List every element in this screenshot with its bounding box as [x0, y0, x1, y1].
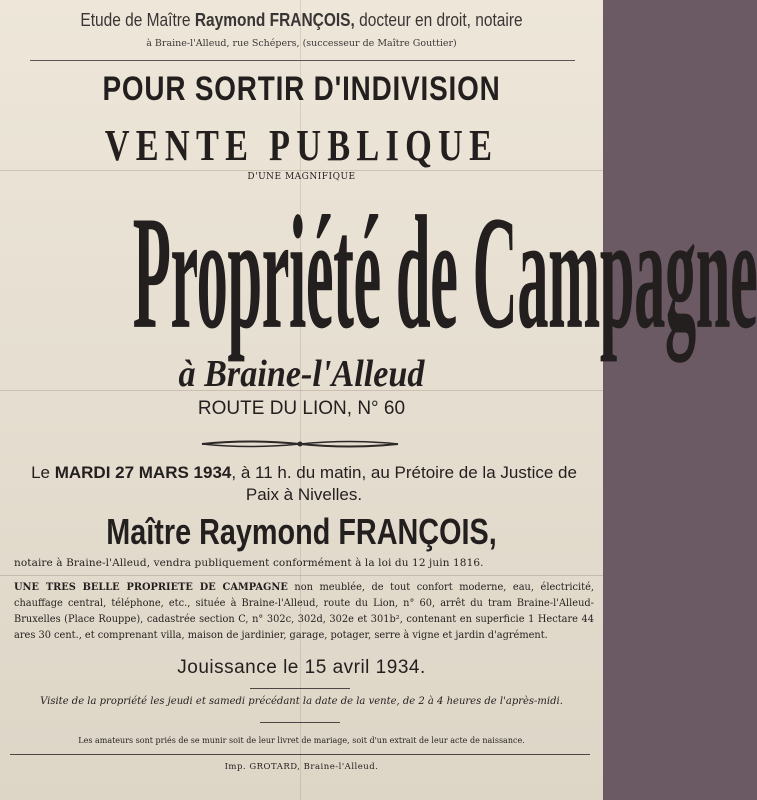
etude-address: à Braine-l'Alleud, rue Schépers, (successeur de Maître Gouttier) — [146, 38, 457, 49]
divider — [250, 688, 350, 689]
divider — [30, 60, 575, 61]
divider — [260, 722, 340, 723]
headline-magnifique: D'UNE MAGNIFIQUE — [247, 172, 356, 182]
visite-text: Visite de la propriété les jeudi et samedi précédant la date de la vente, de 2 à 4 heures de l'après-midi. — [40, 696, 563, 707]
notary-name: Maître Raymond FRANÇOIS, — [106, 511, 497, 552]
headline-pour-sortir: POUR SORTIR D'INDIVISION — [102, 70, 501, 108]
ornament-divider — [200, 437, 400, 451]
etude-name: Raymond FRANÇOIS, — [194, 10, 355, 30]
description-lead: UNE TRES BELLE PROPRIETE DE CAMPAGNE — [14, 582, 288, 593]
description-body: non meublée, de tout confort moderne, eau, électricité, chauffage central, téléphone, etc., située à Braine-l'Alleud, route du Lion, n° 60, arrêt du tram Braine-l'Alleud-Bruxelles (Place Rouppe), cadastrée section C, n° 302c, 302d, 302e et 301b², contenant en superficie 1 Hectare 44 ares 30 cent., et comprenant villa, maison de jardinier, garage, potager, serre à vigne et jardin d'agrément. — [14, 582, 594, 641]
etude-line — [42, 10, 561, 31]
divider — [10, 754, 590, 755]
sale-le: Le — [31, 463, 55, 482]
headline-route: ROUTE DU LION, N° 60 — [197, 398, 406, 419]
etude-suffix: docteur en droit, notaire — [354, 10, 523, 30]
imprimeur: Imp. GROTARD, Braine-l'Alleud. — [224, 762, 379, 772]
amateurs-text: Les amateurs sont priés de se munir soit de leur livret de mariage, soit d'un extrait de leur acte de naissance. — [78, 736, 525, 745]
etude-prefix: Etude de Maître — [80, 10, 195, 30]
property-description — [14, 580, 594, 644]
jouissance: Jouissance le 15 avril 1934. — [177, 657, 426, 678]
fold-line — [0, 575, 603, 576]
notary-line: notaire à Braine-l'Alleud, vendra publiquement conformément à la loi du 12 juin 1816. — [14, 557, 484, 569]
headline-propriete: Propriété de Campagne — [132, 183, 757, 364]
sale-date-text — [14, 462, 594, 506]
sale-date: MARDI 27 MARS 1934 — [54, 463, 232, 482]
headline-location: à Braine-l'Alleud — [178, 353, 425, 395]
headline-vente-publique: VENTE PUBLIQUE — [104, 121, 499, 170]
sale-time-place: , à 11 h. du matin, au Prétoire de la Justice de Paix à Nivelles. — [231, 463, 577, 504]
